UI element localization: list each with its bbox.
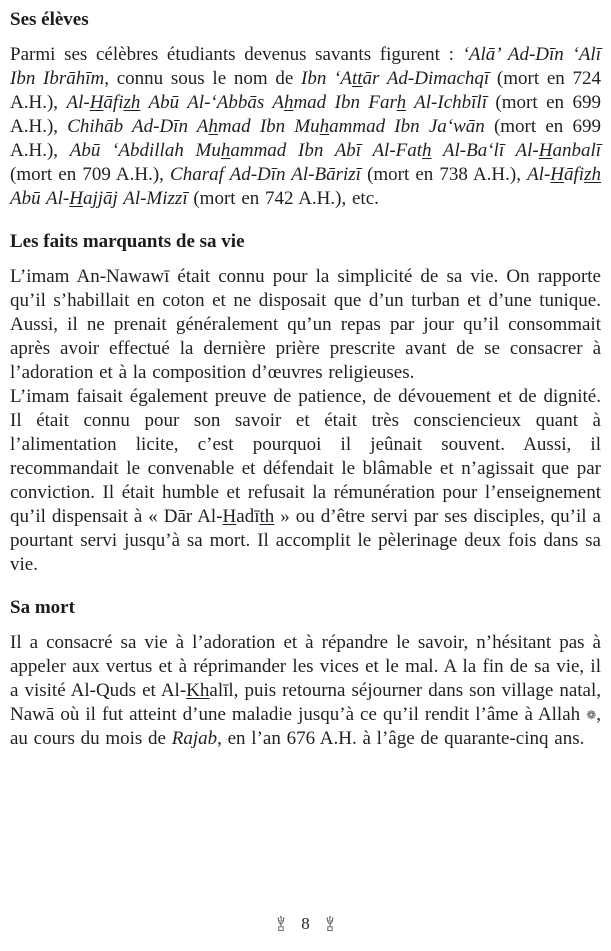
text-run: Charaf Ad-Dīn Al-Bārizī [170,164,361,185]
text-run: h [283,92,294,113]
text-run: L’imam An-Nawawī était connu pour la simplicité de sa vie. On rapporte qu’il s’habillait en coton et ne disposait que d’un turban et d’une tunique. Aussi, il ne prenait généralement qu’un repas par jour qu’il consommait après avoir effectué la dernière prière prescrite avant de se consacrer à l’adoration et à la composition d’œuvres religieuses. [10,266,601,383]
text-run: , en l’an 676 A.H. à l’âge de quarante-cinq ans. [217,728,585,749]
text-run: Al- [527,164,551,185]
text-run: th [259,506,275,527]
page-footer [0,914,611,937]
text-run: zh [123,92,141,113]
paragraph-students [10,43,601,211]
text-run: āfi [103,92,124,113]
section-heading-ses-eleves: Ses élèves [10,9,89,30]
text-run: ajjāj Al-Mizzī [82,188,188,209]
text-run: (mort en 738 A.H.), [360,164,528,185]
text-run: H [69,188,83,209]
text-run: , connu sous le nom de [104,68,301,89]
floral-ornament-left-icon [276,915,286,937]
text-run: Al-Ba‘lī Al- [431,140,539,161]
text-run: ammad Ibn Ja‘wān [329,116,485,137]
page-number: 8 [301,914,310,933]
paragraph-death [10,631,601,751]
text-run: (mort en 742 A.H.), etc. [187,188,379,209]
text-run: tt [351,68,363,89]
text-run: ār Ad-Dimachqī [362,68,490,89]
text-run: zh [584,164,601,185]
section-heading-sa-mort: Sa mort [10,597,75,618]
text-run: , au cours du mois de [10,704,601,749]
text-run: Al-Ichbīlī [406,92,487,113]
text-run: h [422,140,432,161]
text-run: (mort en 699 A.H.), [10,92,601,137]
text-run: Il a consacré sa vie à l’adoration et à répandre le savoir, n’hésitant pas à appeler aux vertus et à réprimander les vices et le mal. A la fin de sa vie, il a visité Al-Quds et Al- [10,632,601,701]
text-run: » ou d’être servi par ses disciples, qu’il a pourtant servi jusqu’à sa mort. Il accomplit le pèlerinage deux fois dans sa vie. [10,506,601,575]
paragraph-patience [10,385,601,577]
text-run: Abū ‘Abdillah Mu [69,140,221,161]
text-run: Rajab [171,728,218,749]
text-run: h [220,140,231,161]
text-run: Ibn ‘A [301,68,352,89]
text-run: mad Ibn Mu [217,116,320,137]
floral-ornament-right-icon [325,915,335,937]
text-run: ammad Ibn Abī Al-Fat [230,140,423,161]
text-run: (mort en 724 A.H.), [10,68,601,113]
text-run: H [222,506,237,527]
text-run: L’imam faisait également preuve de patience, de dévouement et de dignité. Il était connu pour son savoir et était très consciencieux quant à l’alimentation licite, c’est pourquoi il jeûnait souvent. Aussi, il recommandait le convenable et défendait le blâmable et n’agissait que par conviction. Il était humble et refusait la rémunération pour l’enseignement qu’il dispensait à « Dār Al- [10,386,601,527]
text-run: āfi [564,164,585,185]
text-run: H [538,140,553,161]
text-run: Abū Al- [10,188,70,209]
text-run: alīl, puis retourna séjourner dans son village natal, Nawā où il fut atteint d’une maladie jusqu’à ce qu’il rendit l’âme à Allah [10,680,601,725]
text-run: h [208,116,218,137]
text-run: H [89,92,104,113]
text-run: adī [236,506,260,527]
text-run: ‘Alā’ Ad-Dīn ‘Alī Ibn Ibrāhīm [10,44,601,89]
text-run: h [396,92,407,113]
text-run: Al- [66,92,90,113]
text-run: Chihāb Ad-Dīn A [67,116,209,137]
text-run: H [550,164,565,185]
text-run: Abū Al-‘Abbās A [140,92,284,113]
text-run: (mort en 709 A.H.), [10,164,171,185]
allah-honorific-icon: ❁ [586,708,597,722]
text-run: Parmi ses célèbres étudiants devenus savants figurent : [10,44,463,65]
text-run: (mort en 699 A.H.), [10,116,601,161]
section-heading-faits-marquants: Les faits marquants de sa vie [10,231,245,252]
text-run: anbalī [552,140,601,161]
paragraph-simplicity [10,265,601,385]
text-run: Kh [186,680,210,701]
text-run: mad Ibn Far [293,92,397,113]
text-run: h [319,116,330,137]
